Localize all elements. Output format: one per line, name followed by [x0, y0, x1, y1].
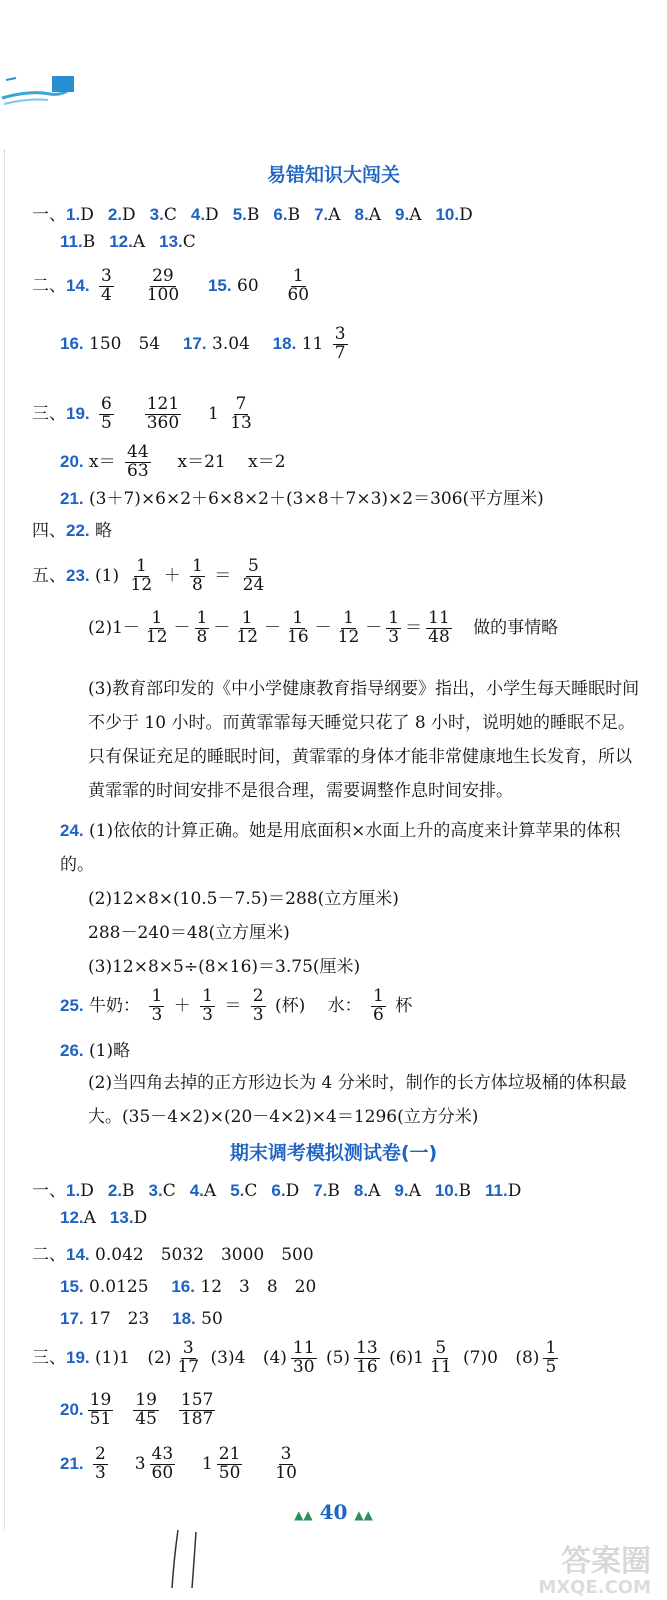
choice-answer: 12.A	[109, 232, 146, 252]
section-title: 期末调考模拟测试卷(一)	[229, 1142, 438, 1164]
choice-answer: 8.A	[353, 1181, 381, 1201]
choice-answer: 3.C	[148, 1181, 176, 1201]
corner-decoration	[0, 60, 80, 110]
fraction: $\frac{1}{12}$	[145, 608, 168, 647]
fraction: $\frac{1}{6}$	[373, 986, 384, 1025]
choice-answer: 6.D	[271, 1181, 300, 1201]
answer-row: 一、1.D 2.B 3.C 4.A 5.C 6.D 7.B 8.A 9.A 10.B 11.D	[32, 1181, 522, 1201]
answer-row	[60, 232, 645, 252]
fraction: $\frac{121}{360}$	[146, 394, 180, 433]
choice-answer: 10.D	[435, 205, 473, 225]
fraction: $\frac{3}{7}$	[334, 324, 346, 363]
fraction: $\frac{44}{63}$	[127, 442, 149, 481]
choice-answer: 12.A	[60, 1208, 96, 1228]
choice-answer: 10.B	[434, 1181, 471, 1201]
fraction: $\frac{1}{16}$	[287, 608, 309, 647]
choice-answer: 2.B	[107, 1181, 135, 1201]
fraction: $\frac{5}{24}$	[242, 556, 265, 595]
question-19: 三、19. (1)1 (2) $\frac{3}{17}$ (3)4 (4) $\frac{11}{30}$ (5) $\frac{13}{16}$ (6)1 $\frac{5}{11}$ (7)0 (8) $\frac{1}{5}$	[32, 1338, 557, 1377]
choice-answer: 1.D	[66, 205, 94, 225]
choice-answer: 6.B	[273, 205, 301, 225]
choice-answer: 4.A	[189, 1181, 217, 1201]
choice-answer: 5.C	[230, 1181, 258, 1201]
question-19: 三、19. $\frac{6}{5}$ $\frac{121}{360}$ 1 $\frac{7}{13}$	[32, 394, 252, 433]
fraction: $\frac{1}{12}$	[130, 556, 153, 595]
page-number: ▲▲ 40 ▲▲	[294, 1500, 373, 1524]
part-prefix: 一、	[32, 205, 66, 225]
question-23-part-1: 五、23. (1) $\frac{1}{12}$ ＋ $\frac{1}{8}$ ＝ $\frac{5}{24}$	[32, 556, 265, 595]
question-17-18: 17. 17 23 18. 50	[60, 1309, 223, 1329]
fraction: $\frac{2}{3}$	[252, 986, 264, 1025]
fraction: $\frac{3}{10}$	[275, 1444, 297, 1483]
question-14: 二、14. 0.042 5032 3000 500	[32, 1245, 314, 1265]
question-25: 25. 牛奶： $\frac{1}{3}$ ＋ $\frac{1}{3}$ ＝ $\frac{2}{3}$ (杯) 水： $\frac{1}{6}$ 杯	[60, 986, 413, 1025]
choice-answer: 1.D	[66, 1181, 94, 1201]
choice-answer: 3.C	[149, 205, 177, 225]
question-24-line: (2)12×8×(10.5－7.5)＝288(立方厘米)	[88, 889, 399, 909]
watermark-logo: 答案圈	[561, 1544, 651, 1579]
fraction: $\frac{21}{50}$	[218, 1444, 241, 1483]
choice-answer: 8.A	[354, 205, 381, 225]
question-26-part-2: (2)当四角去掉的正方形边长为 4 分米时，制作的长方体垃圾桶的体积最大。(35－4×2)×(20－4×2)×4＝1296(立方分米)	[88, 1073, 627, 1127]
watermark-url: MXQE.COM	[538, 1577, 651, 1598]
question-15-16: 15. 0.0125 16. 12 3 8 20	[60, 1277, 317, 1297]
question-23-part-3: (3)教育部印发的《中小学健康教育指导纲要》指出，小学生每天睡眠时间不少于 10 小时。而黄霏霏每天睡觉只花了 8 小时，说明她的睡眠不足。只有保证充足的睡眠时间，黄霏霏的身体才能非常健康地生长发育，所以黄霏霏的时间安排不是很合理，需要调整作息时间安排。	[88, 679, 640, 801]
question-20: 20. $\frac{19}{51}$ $\frac{19}{45}$ $\frac{157}{187}$	[60, 1390, 214, 1429]
question-22: 四、22. 略	[32, 521, 113, 541]
fraction: $\frac{3}{4}$	[101, 266, 112, 305]
choice-answer: 4.D	[190, 205, 219, 225]
choice-answer: 9.A	[394, 1181, 421, 1201]
choice-answer: 13.C	[159, 232, 196, 252]
fraction: $\frac{1}{60}$	[287, 266, 310, 305]
choice-answer: 13.D	[109, 1208, 148, 1228]
fraction: $\frac{1}{8}$	[192, 556, 203, 595]
margin-dotted-line	[4, 150, 13, 1530]
handwritten-mark	[168, 1528, 208, 1590]
choice-answer: 11.D	[484, 1181, 522, 1201]
question-24-line: 288－240＝48(立方厘米)	[88, 923, 290, 943]
fraction: $\frac{1}{12}$	[236, 608, 259, 647]
fraction: $\frac{1}{3}$	[151, 986, 163, 1025]
choice-answer: 11.B	[60, 232, 96, 252]
fraction: $\frac{1}{8}$	[196, 608, 208, 647]
question-24-line: (3)12×8×5÷(8×16)＝3.75(厘米)	[88, 957, 361, 977]
question-23-part-2: (2)1－ $\frac{1}{12}$ － $\frac{1}{8}$ － $\frac{1}{12}$ － $\frac{1}{16}$ － $\frac{1}{12}$ － $\frac{1}{3}$ ＝ $\frac{11}{48}$ 做的事情略	[88, 608, 559, 647]
fraction: $\frac{1}{3}$	[388, 608, 400, 647]
fraction: $\frac{1}{12}$	[337, 608, 360, 647]
fraction: $\frac{157}{187}$	[180, 1390, 214, 1429]
question-16-18: 16. 150 54 17. 3.04 18. 11 $\frac{3}{7}$	[60, 324, 346, 363]
choice-answer: 5.B	[232, 205, 260, 225]
choice-answer: 7.B	[313, 1181, 340, 1201]
question-20: 20. x＝ $\frac{44}{63}$ x＝21 x＝2	[60, 442, 286, 481]
fraction: $\frac{7}{13}$	[230, 394, 252, 433]
section-title: 易错知识大闯关	[266, 164, 400, 186]
choice-answer: 2.D	[107, 205, 136, 225]
fraction: $\frac{19}{51}$	[89, 1390, 112, 1429]
choice-answer: 7.A	[314, 205, 341, 225]
question-24: 24. (1)依依的计算正确。她是用底面积×水面上升的高度来计算苹果的体积的。	[60, 821, 621, 875]
fraction: $\frac{29}{100}$	[146, 266, 180, 305]
choice-answer: 9.A	[395, 205, 422, 225]
fraction: $\frac{1}{3}$	[202, 986, 213, 1025]
fraction: $\frac{19}{45}$	[135, 1390, 157, 1429]
question-21: 21. (3＋7)×6×2＋6×8×2＋(3×8＋7×3)×2＝306(平方厘米)	[60, 489, 544, 509]
question-14: 二、14. $\frac{3}{4}$ $\frac{29}{100}$ 15. 60 $\frac{1}{60}$	[32, 266, 310, 305]
answer-row	[32, 200, 645, 225]
fraction: $\frac{2}{3}$	[95, 1444, 106, 1483]
question-26: 26. (1)略	[60, 1041, 131, 1061]
question-21: 21. $\frac{2}{3}$ 3 $\frac{43}{60}$ 1 $\frac{21}{50}$ $\frac{3}{10}$	[60, 1444, 297, 1483]
fraction: $\frac{6}{5}$	[101, 394, 112, 433]
fraction: $\frac{43}{60}$	[151, 1444, 174, 1483]
fraction: $\frac{11}{48}$	[428, 608, 450, 647]
answer-row	[60, 1208, 645, 1228]
